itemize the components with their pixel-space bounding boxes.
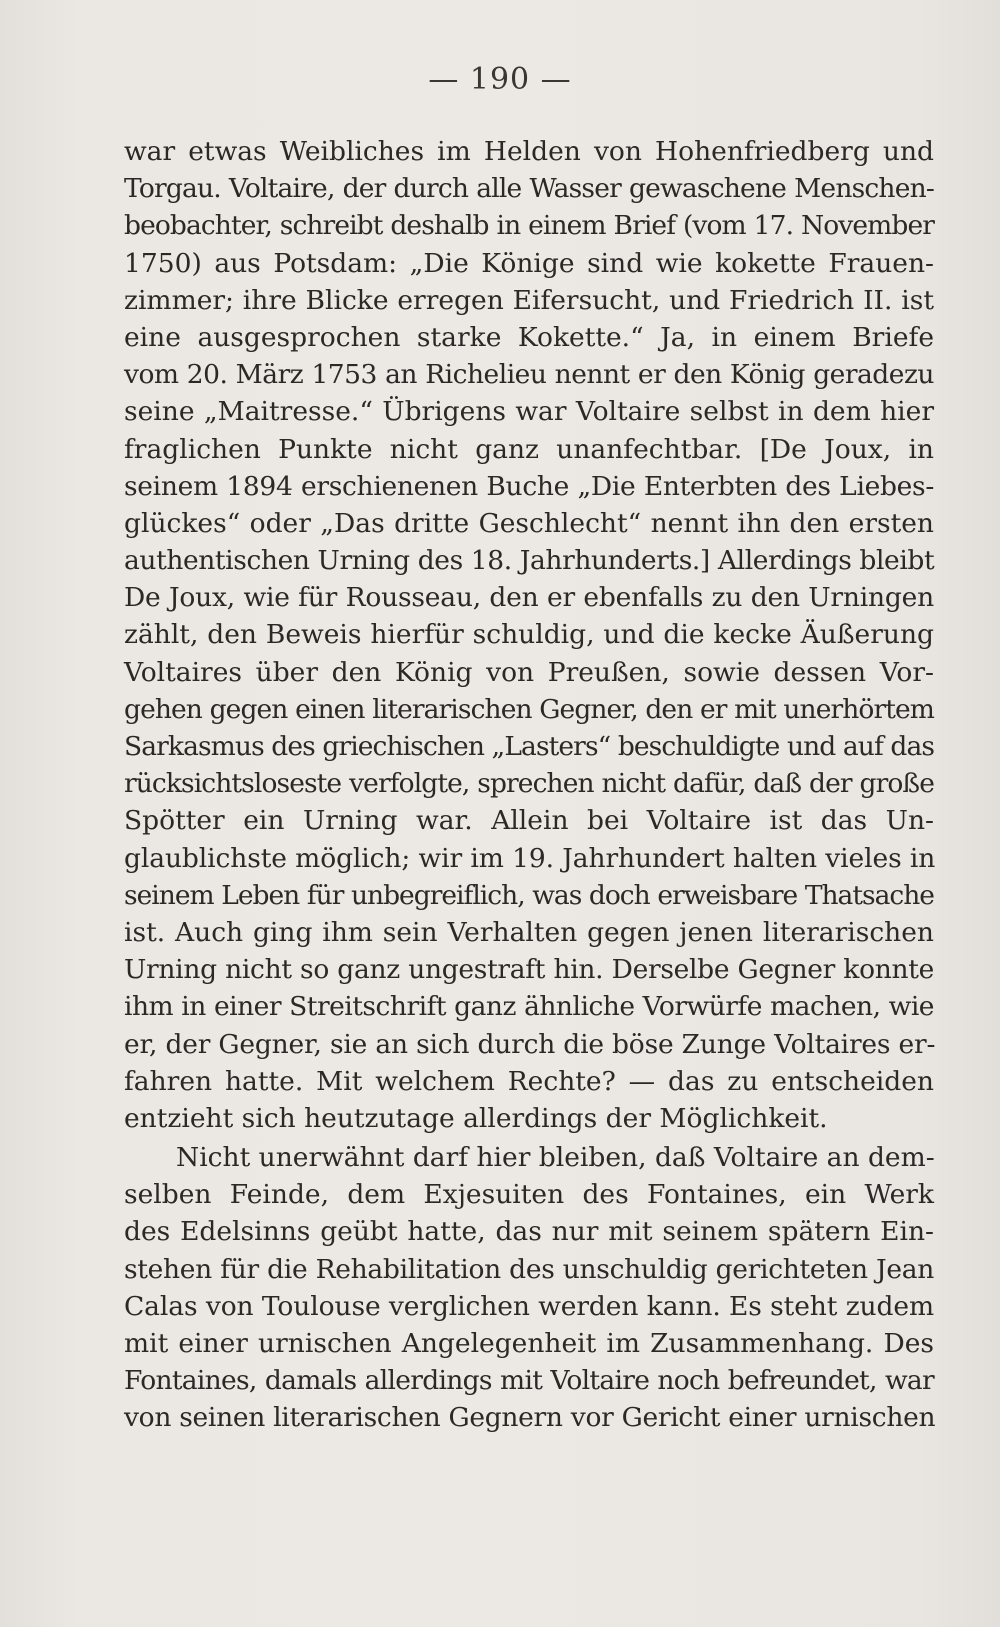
text-line: vom 20. März 1753 an Richelieu nennt er den König geradezu [124,359,934,391]
text-line: eine ausgesprochen starke Kokette.“ Ja, in einem Briefe [124,321,934,353]
body-text [124,133,934,1437]
text-line: beobachter, schreibt deshalb in einem Brief (vom 17. November [124,210,934,242]
text-line: glückes“ oder „Das dritte Geschlecht“ nennt ihn den ersten [124,507,934,539]
text-line: authentischen Urning des 18. Jahrhunderts.] Allerdings bleibt [124,545,935,577]
text-line: rücksichtsloseste verfolgte, sprechen nicht dafür, daß der große [124,768,934,800]
text-line: seine „Maitresse.“ Übrigens war Voltaire selbst in dem hier [124,396,934,428]
text-line: glaublichste möglich; wir im 19. Jahrhundert halten vieles in [124,842,936,874]
text-line: zimmer; ihre Blicke erregen Eifersucht, und Friedrich II. ist [124,284,934,316]
text-line: Torgau. Voltaire, der durch alle Wasser gewaschene Menschen- [124,173,934,205]
text-line: Voltaires über den König von Preußen, sowie dessen Vor- [124,656,934,688]
text-line: des Edelsinns geübt hatte, das nur mit seinem spätern Ein- [124,1216,934,1248]
text-line: war etwas Weibliches im Helden von Hohenfriedberg und [124,136,934,167]
text-line: fraglichen Punkte nicht ganz unanfechtbar. [De Joux, in [124,433,934,465]
text-line: ist. Auch ging ihm sein Verhalten gegen jenen literarischen [124,916,934,948]
text-line: mit einer urnischen Angelegenheit im Zusammenhang. Des [124,1328,934,1359]
text-line: stehen für die Rehabilitation des unschuldig gerichteten Jean [124,1253,934,1285]
text-line: seinem 1894 erschienenen Buche „Die Enterbten des Liebes- [124,470,934,502]
text-line: Nicht unerwähnt darf hier bleiben, daß Voltaire an dem- [176,1142,935,1174]
text-line: ihm in einer Streitschrift ganz ähnliche Vorwürfe machen, wie [124,991,934,1023]
text-line: Fontaines, damals allerdings mit Voltaire noch befreundet, war [124,1365,934,1397]
text-line: zählt, den Beweis hierfür schuldig, und die kecke Äußerung [124,619,934,651]
text-line: Calas von Toulouse verglichen werden kann. Es steht zudem [124,1290,934,1322]
text-line: selben Feinde, dem Exjesuiten des Fontaines, ein Werk [124,1179,934,1211]
text-line: Spötter ein Urning war. Allein bei Voltaire ist das Un- [124,805,934,837]
text-line: gehen gegen einen literarischen Gegner, den er mit unerhörtem [124,693,934,725]
text-line: er, der Gegner, sie an sich durch die böse Zunge Voltaires er- [124,1028,936,1060]
text-line: seinem Leben für unbegreiflich, was doch erweisbare Thatsache [124,879,934,911]
text-line: von seinen literarischen Gegnern vor Gericht einer urnischen [124,1402,936,1434]
text-line: 1750) aus Potsdam: „Die Könige sind wie kokette Frauen- [124,247,934,279]
text-line: Sarkasmus des griechischen „Lasters“ beschuldigte und auf das [124,731,935,762]
page-number: — 190 — [428,62,572,97]
text-line: fahren hatte. Mit welchem Rechte? — das zu entscheiden [124,1065,934,1097]
text-line: De Joux, wie für Rousseau, den er ebenfalls zu den Urningen [124,582,934,614]
text-line: entzieht sich heutzutage allerdings der Möglichkeit. [124,1102,828,1134]
text-line: Urning nicht so ganz ungestraft hin. Derselbe Gegner konnte [124,954,934,986]
